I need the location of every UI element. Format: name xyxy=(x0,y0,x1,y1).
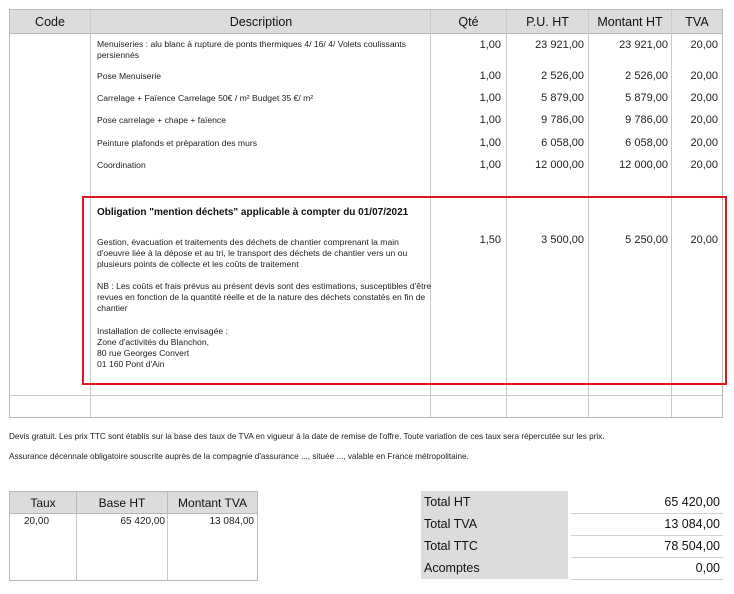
conditions-note: Devis gratuit. Les prix TTC sont établis sur la base des taux de TVA en vigueur à la date de remise de l'offre. Toute variation de ces taux sera répercutée sur les prix. xyxy=(9,432,605,441)
table-header xyxy=(10,10,722,34)
line-montant: 9 786,00 xyxy=(625,114,668,126)
line-qte: 1,00 xyxy=(479,114,501,126)
line-montant: 23 921,00 xyxy=(619,39,668,51)
line-tva: 20,00 xyxy=(690,39,718,51)
line-pu: 6 058,00 xyxy=(541,137,584,149)
line-montant: 2 526,00 xyxy=(625,70,668,82)
line-montant: 6 058,00 xyxy=(625,137,668,149)
line-description: Pose Menuiserie xyxy=(97,71,162,81)
line-tva: 20,00 xyxy=(690,137,718,149)
total-ht-value: 65 420,00 xyxy=(664,495,720,509)
dechets-title: Obligation "mention déchets" applicable à compter du 01/07/2021 xyxy=(97,207,409,218)
acomptes-row xyxy=(421,557,723,579)
acomptes-value: 0,00 xyxy=(695,561,720,575)
line-tva: 20,00 xyxy=(690,234,718,246)
vat-header-base: Base HT xyxy=(98,496,146,510)
total-ttc-row xyxy=(421,535,723,557)
dechets-installation-label: Installation de collecte envisagée : xyxy=(97,326,228,336)
header-pu-ht: P.U. HT xyxy=(526,15,569,29)
line-description: Peinture plafonds et préparation des murs xyxy=(97,138,258,148)
line-qte: 1,00 xyxy=(479,70,501,82)
line-description: Menuiseries : alu blanc à rupture de ponts thermiques 4/ 16/ 4/ Volets coulissants persiennés xyxy=(97,39,407,60)
total-ttc-value: 78 504,00 xyxy=(664,539,720,553)
line-qte: 1,50 xyxy=(479,234,501,246)
line-montant: 12 000,00 xyxy=(619,159,668,171)
line-description: Coordination xyxy=(97,160,146,170)
line-montant: 5 250,00 xyxy=(625,234,668,246)
dechets-nb: NB : Les coûts et frais prévus au présent devis sont des estimations, susceptibles d'être revues en fonction de la quantité réelle et de la nature des déchets constatés en fin de chantier xyxy=(97,281,432,313)
total-ht-label: Total HT xyxy=(421,491,568,513)
quote-lines-table xyxy=(9,9,723,418)
total-tva-row xyxy=(421,513,723,535)
insurance-note: Assurance décennale obligatoire souscrite auprès de la compagnie d'assurance ..., située ..., valable en France métropolitaine. xyxy=(9,452,469,461)
line-pu: 5 879,00 xyxy=(541,92,584,104)
line-pu: 3 500,00 xyxy=(541,234,584,246)
header-tva: TVA xyxy=(685,15,709,29)
line-pu: 9 786,00 xyxy=(541,114,584,126)
total-ht-row xyxy=(421,491,723,513)
line-pu: 23 921,00 xyxy=(535,39,584,51)
total-ttc-label: Total TTC xyxy=(421,535,568,557)
row-divider xyxy=(10,395,722,396)
row-divider xyxy=(571,579,723,580)
vat-base: 65 420,00 xyxy=(120,516,165,527)
line-montant: 5 879,00 xyxy=(625,92,668,104)
line-pu: 2 526,00 xyxy=(541,70,584,82)
header-qte: Qté xyxy=(458,15,479,29)
vat-breakdown-table xyxy=(9,491,258,581)
line-tva: 20,00 xyxy=(690,159,718,171)
header-code: Code xyxy=(35,15,65,29)
dechets-installation-name: Zone d'activités du Blanchon, xyxy=(97,337,209,347)
line-description: Carrelage + Faïence Carrelage 50€ / m² Budget 35 €/ m² xyxy=(97,93,314,103)
vat-rate: 20,00 xyxy=(24,516,50,527)
dechets-description: Gestion, évacuation et traitements des déchets de chantier comprenant la main d'oeuvre liée à la dépose et au tri, le transport des déchets de chantier vers un ou plusieurs points de collecte et les coûts de traitement xyxy=(97,237,408,269)
line-qte: 1,00 xyxy=(479,159,501,171)
line-qte: 1,00 xyxy=(479,92,501,104)
line-tva: 20,00 xyxy=(690,70,718,82)
line-tva: 20,00 xyxy=(690,114,718,126)
column-divider xyxy=(167,492,168,514)
column-divider xyxy=(76,492,77,514)
line-qte: 1,00 xyxy=(479,39,501,51)
line-qte: 1,00 xyxy=(479,137,501,149)
acomptes-label: Acomptes xyxy=(421,557,568,579)
line-tva: 20,00 xyxy=(690,92,718,104)
header-montant-ht: Montant HT xyxy=(597,15,663,29)
total-tva-label: Total TVA xyxy=(421,513,568,535)
vat-header-montant: Montant TVA xyxy=(178,496,247,510)
line-pu: 12 000,00 xyxy=(535,159,584,171)
vat-table-header xyxy=(10,492,257,514)
line-description: Pose carrelage + chape + faïence xyxy=(97,115,226,125)
vat-amount: 13 084,00 xyxy=(209,516,254,527)
header-description: Description xyxy=(229,15,293,29)
dechets-installation-city: 01 160 Pont d'Ain xyxy=(97,359,165,369)
vat-header-taux: Taux xyxy=(30,496,56,510)
dechets-installation-street: 80 rue Georges Convert xyxy=(97,348,190,358)
total-tva-value: 13 084,00 xyxy=(664,517,720,531)
